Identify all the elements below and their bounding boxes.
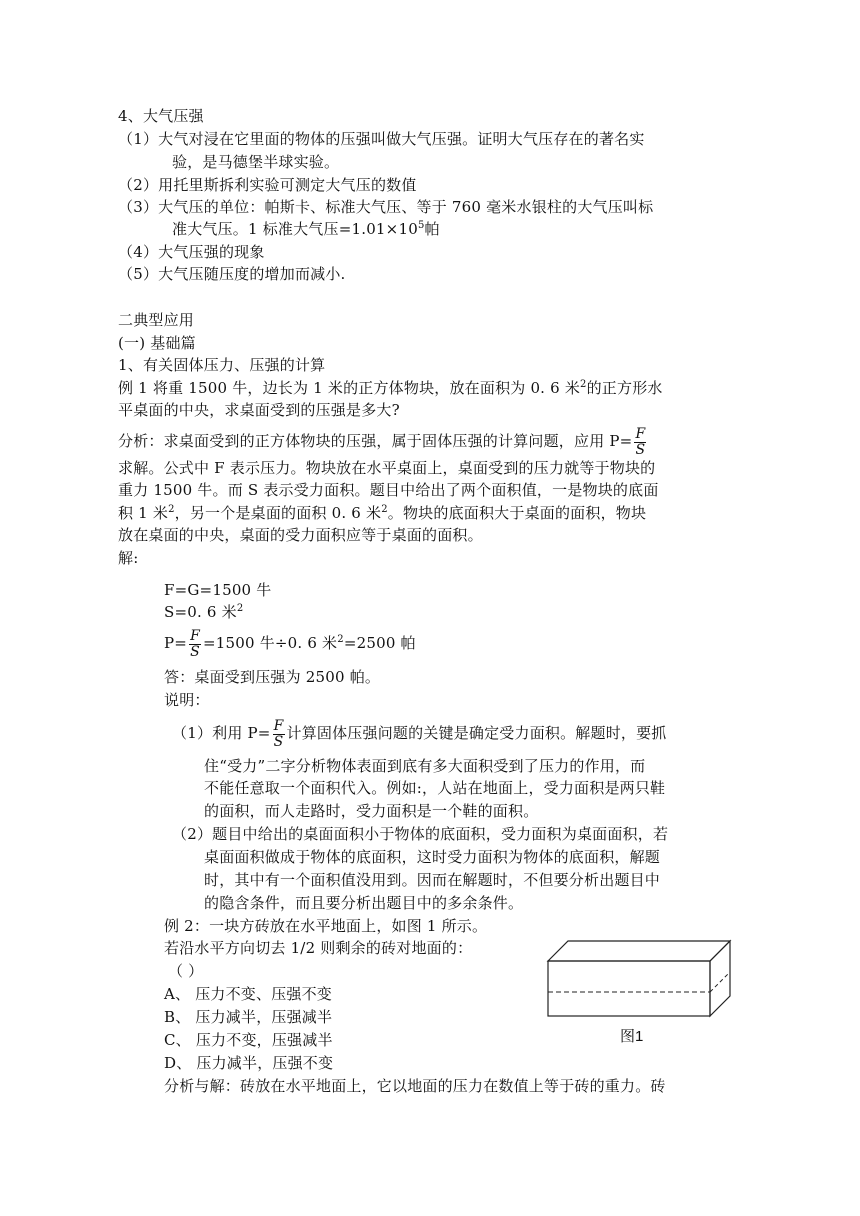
analysis-line: 重力 1500 牛。而 S 表示受力面积。题目中给出了两个面积值，一是物块的底面 — [118, 481, 659, 499]
note-line: 住“受力”二字分析物体表面到底有多大面积受到了压力的作用，而 — [204, 757, 646, 775]
paragraph-line: （3）大气压的单位：帕斯卡、标准大气压、等于 760 毫米水银柱的大气压叫标 — [118, 198, 654, 216]
option-b: B、 压力减半，压强减半 — [164, 1008, 333, 1026]
answer-line: 答：桌面受到压强为 2500 帕。 — [164, 668, 381, 686]
solution-line: S=0. 6 米$^2$ — [164, 603, 244, 621]
paragraph-line: 验，是马德堡半球实验。 — [172, 153, 340, 171]
brick-top-face — [548, 941, 730, 961]
analysis-line: 分析：求桌面受到的正方体物块的压强，属于固体压强的计算问题，应用 P= $\frac{F}{S}$ — [118, 425, 646, 458]
analysis-line: 求解。公式中 F 表示压力。物块放在水平桌面上，桌面受到的压力就等于物块的 — [118, 459, 656, 477]
formula-fraction: $\frac{F}{S}$ — [273, 717, 284, 750]
answer-blank: （ ） — [168, 962, 204, 980]
example-line: 例 1 将重 1500 牛，边长为 1 米的正方体物块，放在面积为 0. 6 米$^2$的正方形水 — [118, 379, 663, 397]
formula-fraction: $\frac{F}{S}$ — [635, 425, 646, 458]
note-line: 桌面面积做成于物体的底面积，这时受力面积为物体的底面积，解题 — [204, 848, 661, 866]
analysis-line: 积 1 米$^2$，另一个是桌面的面积 0. 6 米$^2$。物块的底面积大于桌面的面积，物块 — [118, 504, 647, 522]
paragraph-line: （4）大气压强的现象 — [118, 243, 265, 261]
cut-line-side — [710, 972, 730, 992]
note-label: 说明： — [164, 691, 210, 709]
example-line: 若沿水平方向切去 1/2 则剩余的砖对地面的： — [164, 939, 473, 957]
subsection-heading: (一) 基础篇 — [118, 334, 196, 352]
option-c: C、 压力不变，压强减半 — [164, 1031, 333, 1049]
topic-heading: 1、有关固体压力、压强的计算 — [118, 356, 326, 374]
paragraph-line: 准大气压。1 标准大气压$=1.01\times 10^5$帕 — [172, 220, 440, 238]
section-heading: 4、大气压强 — [118, 107, 204, 125]
solution-line: F=G=1500 牛 — [164, 581, 272, 599]
analysis-line: 放在桌面的中央，桌面的受力面积应等于桌面的面积。 — [118, 526, 483, 544]
analysis-line: 分析与解：砖放在水平地面上，它以地面的压力在数值上等于砖的重力。砖 — [164, 1077, 666, 1095]
option-d: D、 压力减半，压强不变 — [164, 1054, 334, 1072]
brick-front-face — [548, 961, 710, 1016]
note-line: （2）题目中给出的桌面面积小于物体的底面积，受力面积为桌面面积，若 — [172, 825, 669, 843]
note-line: 时，其中有一个面积值没用到。因而在解题时，不但要分析出题目中 — [204, 871, 661, 889]
example-line: 例 2：一块方砖放在水平地面上，如图 1 所示。 — [164, 917, 488, 935]
solution-label: 解: — [118, 549, 139, 567]
formula-fraction: $\frac{F}{S}$ — [190, 627, 200, 660]
brick-figure — [545, 938, 735, 1048]
note-line: 的隐含条件，而且要分析出题目中的多余条件。 — [204, 894, 524, 912]
example-line: 平桌面的中央，求桌面受到的压强是多大? — [118, 401, 400, 419]
solution-line: P= $\frac{F}{S}$ =1500 牛÷0. 6 米$^2$=2500 帕 — [164, 627, 416, 660]
note-line: 的面积，而人走路时，受力面积是一个鞋的面积。 — [204, 802, 539, 820]
paragraph-line: （1）大气对浸在它里面的物体的压强叫做大气压强。证明大气压存在的著名实 — [118, 130, 645, 148]
paragraph-line: （5）大气压随压度的增加而减小. — [118, 265, 346, 283]
figure-caption: 图1 — [620, 1028, 644, 1045]
note-line: 不能任意取一个面积代入。例如:，人站在地面上，受力面积是两只鞋 — [204, 779, 666, 797]
option-a: A、 压力不变、压强不变 — [164, 985, 333, 1003]
paragraph-line: （2）用托里斯拆利实验可测定大气压的数值 — [118, 176, 417, 194]
brick-side-face — [710, 941, 730, 1016]
note-line: （1）利用 P= $\frac{F}{S}$ 计算固体压强问题的关键是确定受力面积。解题时，要抓 — [172, 717, 667, 750]
section-heading: 二典型应用 — [118, 311, 195, 329]
